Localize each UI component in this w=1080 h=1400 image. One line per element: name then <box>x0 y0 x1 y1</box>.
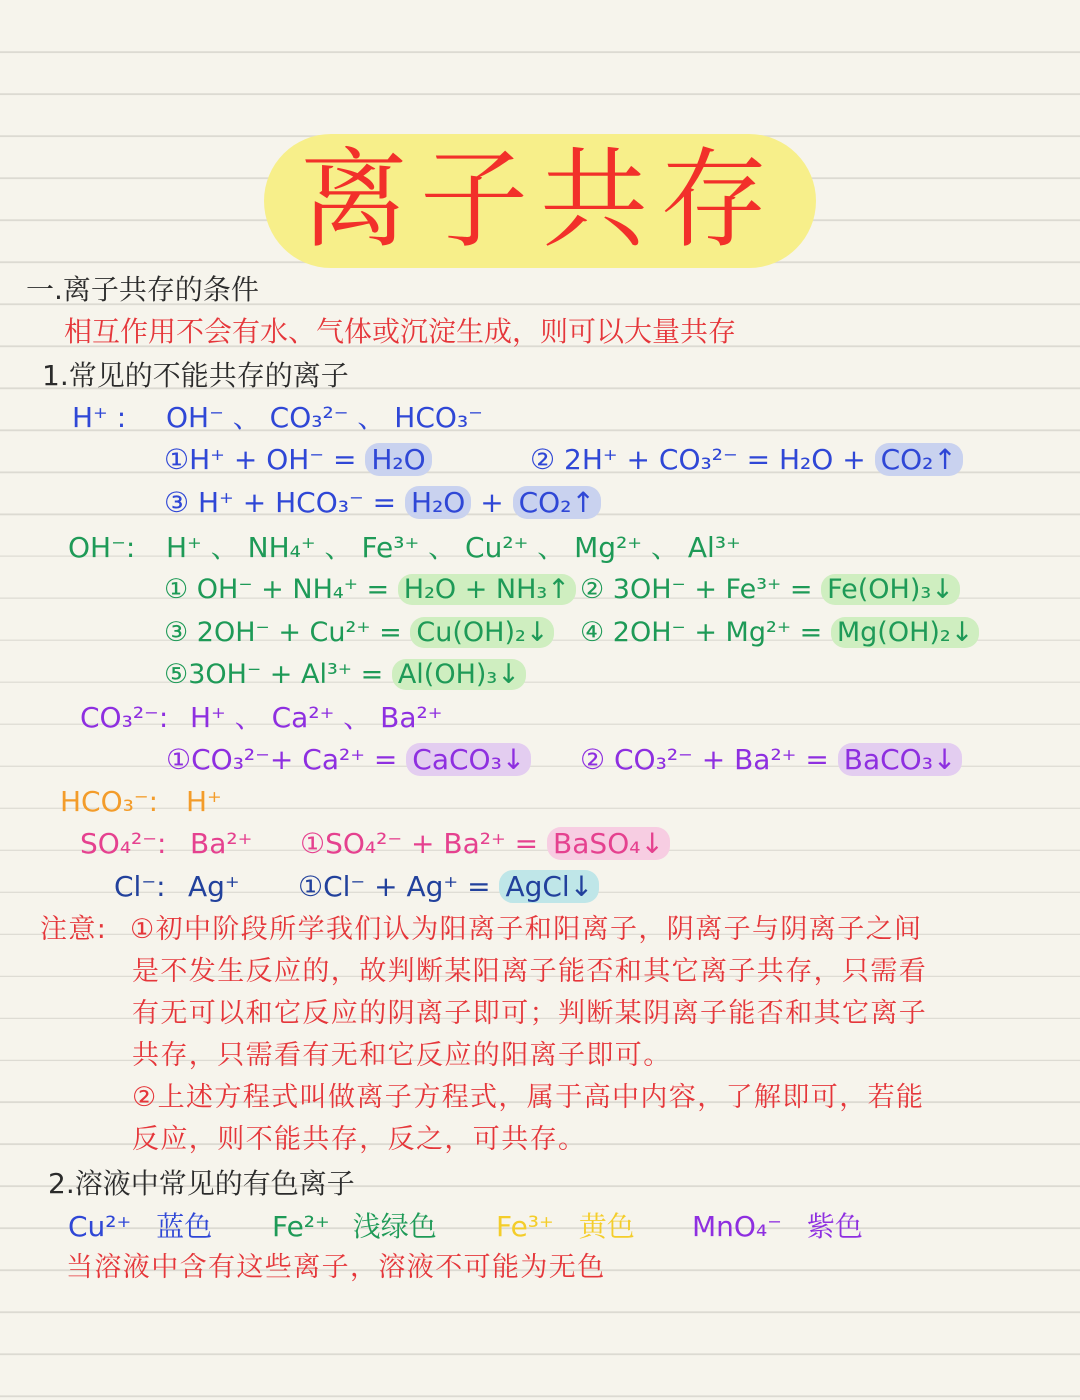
equation-product: CaCO₃↓ <box>406 743 531 776</box>
note-line-3: 有无可以和它反应的阴离子即可；判断某阴离子能否和其它离子 <box>132 998 928 1029</box>
equation-reactants: ② 3OH⁻ + Fe³⁺ = <box>580 574 813 605</box>
page-title: 离子共存 <box>299 138 780 263</box>
note-line-1: ①初中阶段所学我们认为阳离子和阳离子，阴离子与阴离子之间 <box>130 914 923 945</box>
equation-product: H₂O <box>365 443 431 476</box>
ion-color: 浅绿色 <box>352 1210 437 1243</box>
section1-heading: 一.离子共存的条件 <box>26 273 259 306</box>
cl-ion-label: Cl⁻: <box>114 870 166 903</box>
so4-equation-1 <box>300 824 670 864</box>
ion-formula: Fe³⁺ <box>496 1210 554 1243</box>
equation-reactants: ③ 2OH⁻ + Cu²⁺ = <box>164 617 402 648</box>
co3-equation-1 <box>166 740 531 780</box>
coexistence-condition: 相互作用不会有水、气体或沉淀生成，则可以大量共存 <box>64 315 737 348</box>
hco3-ion-label: HCO₃⁻: <box>60 785 159 818</box>
equation-product: H₂O + NH₃↑ <box>398 574 576 605</box>
h-ion-label: H⁺ : <box>72 401 127 434</box>
sub1-heading: 1.常见的不能共存的离子 <box>42 359 349 392</box>
equation-reactants: ① OH⁻ + NH₄⁺ = <box>164 574 390 605</box>
ion-formula: MnO₄⁻ <box>692 1210 782 1243</box>
oh-equation-5 <box>164 655 526 695</box>
equation-product: CO₂↑ <box>875 443 963 476</box>
colored-ion-fe3 <box>496 1207 635 1247</box>
equation-product: BaCO₃↓ <box>838 743 963 776</box>
so4-ion-label: SO₄²⁻: <box>80 827 167 860</box>
h-equation-3 <box>164 483 601 523</box>
equation-reactants: ② CO₃²⁻ + Ba²⁺ = <box>580 743 829 776</box>
oh-equation-4 <box>580 613 979 653</box>
so4-ion-partners: Ba²⁺ <box>190 827 253 860</box>
equation-reactants: ①Cl⁻ + Ag⁺ = <box>298 870 491 903</box>
equation-product: CO₂↑ <box>513 486 601 519</box>
equation-product: Al(OH)₃↓ <box>392 659 526 690</box>
h-ion-partners: OH⁻ 、 CO₃²⁻ 、 HCO₃⁻ <box>166 401 483 434</box>
colored-ion-mno4 <box>692 1207 863 1247</box>
equation-product: Mg(OH)₂↓ <box>831 617 980 648</box>
colored-ion-conclusion: 当溶液中含有这些离子，溶液不可能为无色 <box>66 1252 606 1283</box>
section2-heading: 2.溶液中常见的有色离子 <box>48 1167 355 1200</box>
note-line-5: ②上述方程式叫做离子方程式，属于高中内容，了解即可，若能 <box>132 1082 925 1113</box>
ion-color: 蓝色 <box>156 1210 213 1243</box>
equation-reactants: ①CO₃²⁻+ Ca²⁺ = <box>166 743 398 776</box>
note-line-2: 是不发生反应的，故判断某阳离子能否和其它离子共存，只需看 <box>132 956 928 987</box>
note-line-4: 共存，只需看有无和它反应的阳离子即可。 <box>132 1040 672 1071</box>
hco3-ion-partners: H⁺ <box>186 785 222 818</box>
note-line-6: 反应，则不能共存，反之，可共存。 <box>132 1124 587 1155</box>
colored-ion-fe2 <box>272 1207 437 1247</box>
equation-product: Cu(OH)₂↓ <box>410 617 554 648</box>
ion-color: 紫色 <box>806 1210 863 1243</box>
equation-reactants: ①SO₄²⁻ + Ba²⁺ = <box>300 827 539 860</box>
co3-ion-partners: H⁺ 、 Ca²⁺ 、 Ba²⁺ <box>190 701 443 734</box>
oh-equation-2 <box>580 570 960 610</box>
equation-product: Fe(OH)₃↓ <box>821 574 960 605</box>
equation-plus: + <box>480 486 504 519</box>
oh-ion-partners: H⁺ 、 NH₄⁺ 、 Fe³⁺ 、 Cu²⁺ 、 Mg²⁺ 、 Al³⁺ <box>166 531 741 564</box>
equation-product: H₂O <box>405 486 471 519</box>
colored-ion-cu <box>68 1207 212 1247</box>
oh-equation-1 <box>164 570 576 610</box>
oh-ion-label: OH⁻: <box>68 531 136 564</box>
h-equation-1 <box>164 440 432 480</box>
oh-equation-3 <box>164 613 554 653</box>
h-equation-2 <box>530 440 963 480</box>
note-label: 注意: <box>40 914 108 945</box>
co3-ion-label: CO₃²⁻: <box>80 701 169 734</box>
equation-product: AgCl↓ <box>499 870 599 903</box>
ion-formula: Cu²⁺ <box>68 1210 132 1243</box>
ion-color: 黄色 <box>578 1210 635 1243</box>
equation-product: BaSO₄↓ <box>547 827 670 860</box>
equation-reactants: ④ 2OH⁻ + Mg²⁺ = <box>580 617 823 648</box>
cl-equation-1 <box>298 867 599 907</box>
equation-reactants: ①H⁺ + OH⁻ = <box>164 443 357 476</box>
equation-reactants: ③ H⁺ + HCO₃⁻ = <box>164 486 397 519</box>
ion-formula: Fe²⁺ <box>272 1210 330 1243</box>
cl-ion-partners: Ag⁺ <box>188 870 240 903</box>
equation-reactants: ⑤3OH⁻ + Al³⁺ = <box>164 659 384 690</box>
equation-reactants: ② 2H⁺ + CO₃²⁻ = H₂O + <box>530 443 866 476</box>
co3-equation-2 <box>580 740 962 780</box>
